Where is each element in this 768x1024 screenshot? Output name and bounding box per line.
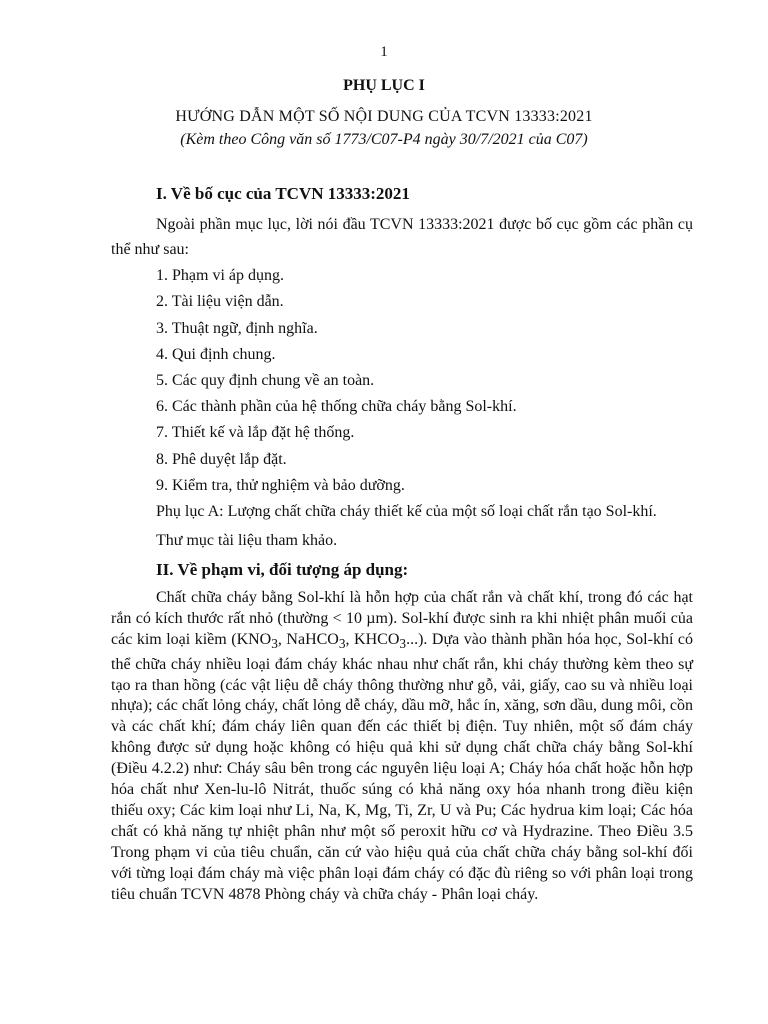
list-item: 7. Thiết kế và lắp đặt hệ thống. (156, 424, 355, 442)
section-2-heading: II. Về phạm vi, đối tượng áp dụng: (156, 559, 409, 579)
document-note: (Kèm theo Công văn số 1773/C07-P4 ngày 30/7/2021 của C07) (180, 131, 588, 148)
list-item: 8. Phê duyệt lắp đặt. (156, 450, 287, 468)
list-item: 5. Các quy định chung về an toàn. (156, 371, 375, 389)
section-1-heading: I. Về bố cục của TCVN 13333:2021 (156, 184, 410, 203)
list-item: 2. Tài liệu viện dẫn. (156, 293, 284, 311)
section-1-intro: Ngoài phần mục lục, lời nói đầu TCVN 13333:2021 được bố cục gồm các phần cụ thể như sau: (111, 216, 693, 258)
section-2-text-2: ...). Dựa vào thành phần hóa học, Sol-khí có thể chữa cháy nhiều loại đám cháy khác nhau như chất rắn, khi cháy thường kèm theo sự tạo ra than hồng (các vật liệu dễ cháy thông thường như gỗ, vải, giấy, cao su và nhiều loại nhựa); các chất lỏng cháy, chất lỏng dễ cháy, dầu mỡ, hắc ín, xăng, sơn dầu, dung môi, cồn và các chất khí; đám cháy liên quan đến các thiết bị điện. Tuy nhiên, một số đám cháy không được sử dụng hoặc không có hiệu quả khi sử dụng chất chữa cháy bằng Sol-khí (Điều 4.2.2) như: Cháy sâu bên trong các nguyên liệu loại A; Cháy hóa chất hoặc hỗn hợp hóa chất như Xen-lu-lô Nitrát, thuốc súng có khả năng oxy hóa nhanh trong điều kiện thiếu oxy; Các kim loại như Li, Na, K, Mg, Ti, Zr, U và Pu; Các hydrua kim loại; Các hóa chất có khả năng tự nhiệt phân như một số peroxit hữu cơ và Hydrazine. Theo Điều 3.5 Trong phạm vi của tiêu chuẩn, căn cứ vào hiệu quả của chất chữa cháy bằng sol-khí đối với từng loại đám cháy mà việc phân loại đám cháy có đặc đù riêng so với phân loại trong tiêu chuẩn TCVN 4878 Phòng cháy và chữa cháy - Phân loại cháy. (111, 630, 694, 903)
appendix-title: PHỤ LỤC I (343, 77, 425, 94)
list-item: 4. Qui định chung. (156, 345, 276, 363)
section-2-sep-2: , KHCO (345, 630, 400, 648)
list-item: 1. Phạm vi áp dụng. (156, 267, 284, 285)
references-line: Thư mục tài liệu tham khảo. (156, 531, 338, 549)
section-2-text-1: Chất chữa cháy bằng Sol-khí là hỗn hợp của chất rắn và chất khí, trong đó các hạt rắn có kích thước rất nhỏ (thường < 10 µm). Sol-khí được sinh ra khi nhiệt phân muối của các kim loại kiềm (KNO (111, 588, 693, 648)
appendix-a-line: Phụ lục A: Lượng chất chữa cháy thiết kế của một số loại chất rắn tạo Sol-khí. (156, 502, 657, 520)
subscript-3: 3 (399, 635, 407, 651)
list-item: 9. Kiểm tra, thử nghiệm và bảo dưỡng. (156, 476, 405, 494)
section-2-body (111, 588, 693, 906)
section-2-sep-1: , NaHCO (277, 630, 339, 648)
document-body (111, 181, 693, 905)
list-item: 3. Thuật ngữ, định nghĩa. (156, 319, 318, 337)
subscript-3: 3 (338, 635, 346, 651)
subscript-3: 3 (271, 635, 278, 651)
list-item: 6. Các thành phần của hệ thống chữa cháy bằng Sol-khí. (156, 398, 517, 416)
page-number: 1 (380, 44, 388, 60)
guide-title: HƯỚNG DẪN MỘT SỐ NỘI DUNG CỦA TCVN 13333:2021 (175, 108, 593, 125)
